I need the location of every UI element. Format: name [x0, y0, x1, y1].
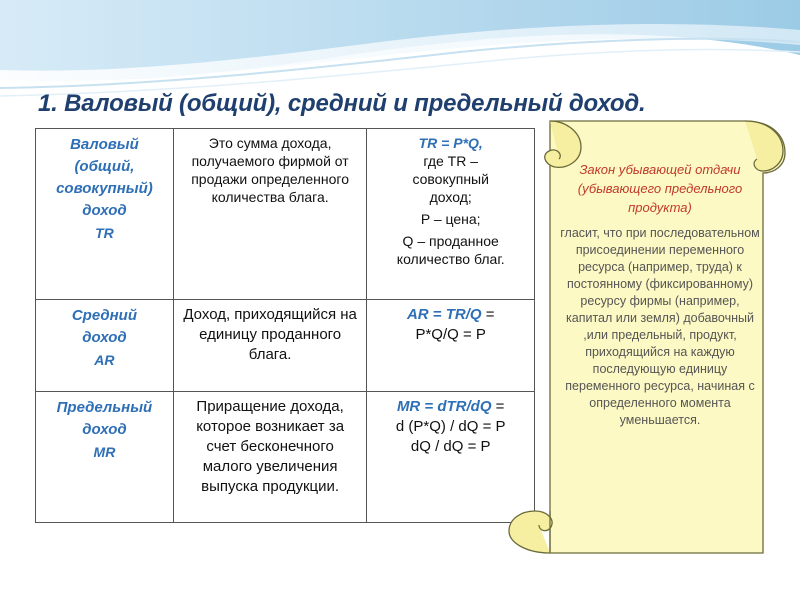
term-line: Предельный: [56, 399, 153, 416]
term-line: Валовый: [70, 136, 139, 153]
formula-tail: =: [491, 398, 505, 415]
formula-line: P – цена;: [420, 211, 481, 227]
formula-line: d (P*Q) / dQ = P: [395, 418, 506, 435]
term-line: Средний: [71, 307, 138, 324]
term-line: доход: [82, 202, 127, 219]
term-line: доход: [82, 421, 127, 438]
formula-line: dQ / dQ = P: [410, 438, 491, 455]
formula-line: Q – проданное: [402, 233, 499, 249]
page-title: 1. Валовый (общий), средний и предельный доход.: [38, 90, 646, 117]
formula-tail: =: [481, 306, 495, 323]
table-row: [36, 392, 535, 523]
term-line: (общий,: [74, 158, 135, 175]
formula-line: доход;: [429, 189, 472, 205]
formula-main: TR = P*Q,: [418, 135, 483, 151]
term-line: доход: [82, 329, 127, 346]
term-cell: [36, 300, 174, 392]
law-description: гласит, что при последовательном присоединении переменного ресурса (например, труда) к постоянному (фиксированному) ресурсу фирмы (например, капитал или земля) добавочный ,или предельный, продукт, приходящийся на каждую последующую единицу переменного ресурса, начиная с определенного момента уменьшается.: [560, 226, 760, 427]
law-heading: Закон убывающей отдачи (убывающего предельного продукта): [577, 162, 743, 215]
description-cell: [173, 129, 367, 300]
formula-line: количество благ.: [396, 251, 505, 267]
description-cell: [173, 300, 367, 392]
description-text: Доход, приходящийся на единицу проданного блага.: [183, 306, 357, 363]
table-row: [36, 129, 535, 300]
term-line: совокупный): [56, 180, 153, 197]
formula-line: P*Q/Q = P: [415, 326, 486, 343]
formula-main: MR = dTR/dQ: [396, 398, 492, 415]
term-abbr: MR: [93, 444, 116, 460]
formula-main: AR = TR/Q: [406, 306, 482, 323]
description-text: Это сумма дохода, получаемого фирмой от продажи определенного количества блага.: [191, 135, 350, 205]
term-cell: [36, 392, 174, 523]
law-box: [560, 160, 760, 429]
term-cell: [36, 129, 174, 300]
description-text: Приращение дохода, которое возникает за счет бесконечного малого увеличения выпуска продукции.: [196, 398, 345, 495]
table-row: [36, 300, 535, 392]
term-abbr: AR: [94, 352, 115, 368]
term-abbr: TR: [95, 225, 114, 241]
formula-line: где TR –: [423, 153, 479, 169]
formula-line: совокупный: [412, 171, 489, 187]
income-table: [35, 128, 535, 523]
description-cell: [173, 392, 367, 523]
